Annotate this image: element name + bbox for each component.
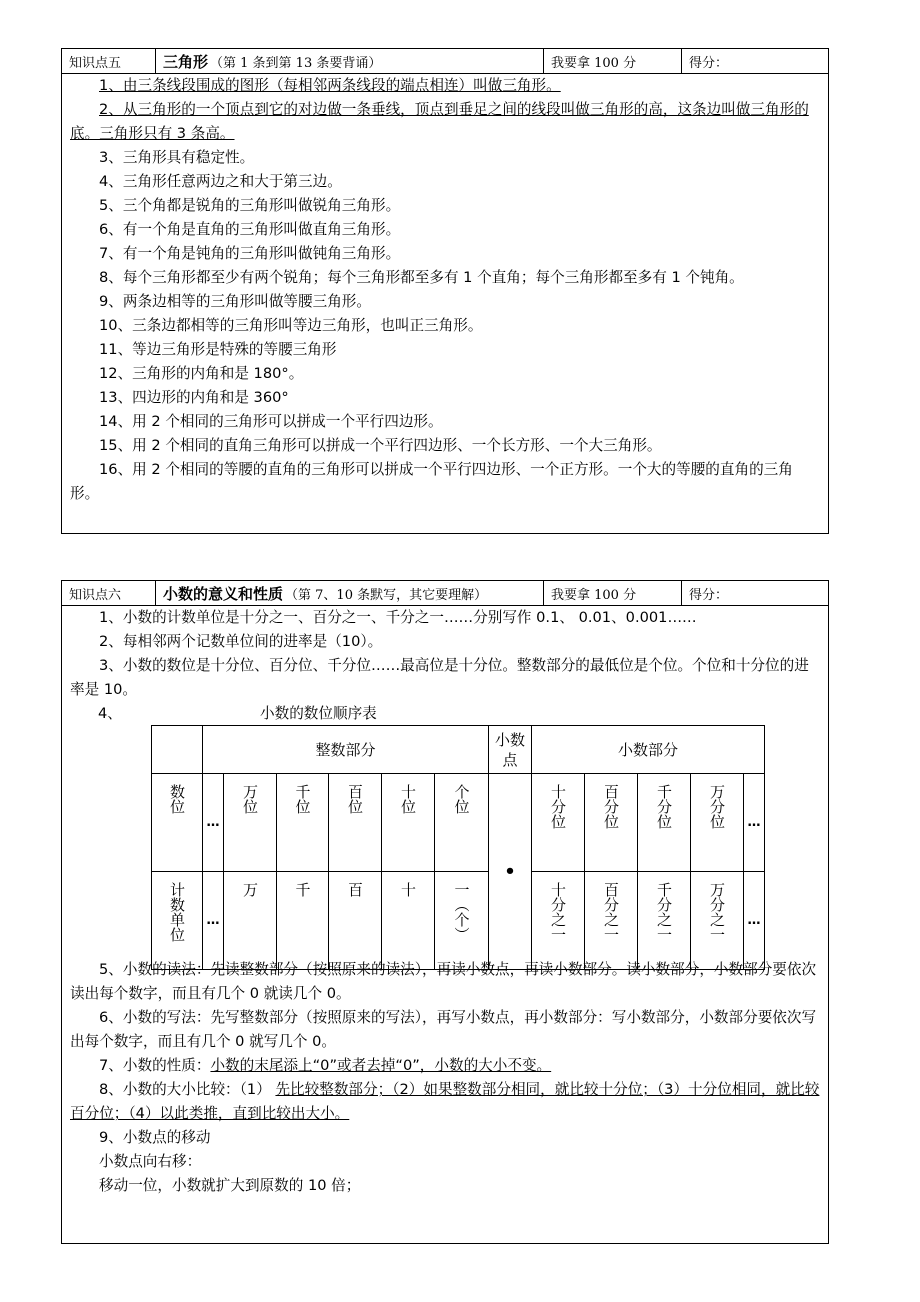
section6-item-4-number: 4、: [98, 705, 122, 722]
row-label-units: [152, 872, 203, 970]
ellipsis-left-units: …: [203, 872, 224, 970]
decimal-place-table-block: [70, 702, 820, 958]
decimal-table-title: 小数的数位顺序表: [260, 705, 377, 722]
place-ge: [435, 774, 489, 872]
place-bai: [329, 774, 382, 872]
unit-wan-text: 万: [241, 882, 259, 897]
decimal-point-cell: •: [489, 774, 532, 970]
section5-box: [61, 48, 829, 534]
unit-ge-text: 一（个）: [452, 882, 471, 942]
section5-label: 知识点五: [62, 49, 156, 73]
unit-shi-text: 十: [399, 882, 417, 897]
unit-wan: [224, 872, 277, 970]
section6-goal: 我要拿 100 分: [544, 581, 682, 605]
decimal-point-header: [489, 726, 532, 774]
section5-body: [62, 74, 828, 506]
section5-item-9: 9、两条边相等的三角形叫做等腰三角形。: [99, 293, 371, 310]
section6-item-8-rule: 先比较整数部分；（2）如果整数部分相同，就比较十分位；（3）十分位相同，就比较百分位；（4）以此类推，直到比较出大小。: [70, 1081, 820, 1122]
section5-item-6: 6、有一个角是直角的三角形叫做直角三角形。: [99, 221, 401, 238]
unit-bai: [329, 872, 382, 970]
unit-shi: [382, 872, 435, 970]
section6-item-7: [70, 1054, 820, 1078]
place-ge-text: 个位: [452, 784, 471, 814]
unit-tenths-text: 十分之一: [549, 882, 567, 942]
section5-note: （第 1 条到第 13 条要背诵）: [210, 55, 382, 71]
row-label-units-text: 计数单位: [168, 882, 186, 942]
place-bai-text: 百位: [346, 784, 364, 814]
section5-item-11: 11、等边三角形是特殊的等腰三角形: [99, 341, 337, 358]
place-qian-text: 千位: [293, 784, 312, 814]
section6-item-3: 3、小数的数位是十分位、百分位、千分位……最高位是十分位。整数部分的最低位是个位。个位和十分位的进率是 10。: [70, 657, 809, 698]
section6-item-6: 6、小数的写法：先写整数部分（按照原来的写法），再写小数点，再小数部分：写小数部分，小数部分要依次写出每个数字，而且有几个 0 就写几个 0。: [70, 1009, 817, 1050]
unit-tenths: [532, 872, 585, 970]
ellipsis-right: …: [744, 774, 765, 872]
place-thousandths: [638, 774, 691, 872]
section6-score: 得分：: [689, 587, 729, 603]
unit-qian-text: 千: [293, 882, 312, 897]
section6-note: （第 7、10 条默写，其它要理解）: [285, 587, 488, 603]
decimal-place-table: [151, 725, 765, 970]
section5-header: [62, 49, 828, 74]
place-hundredths: [585, 774, 638, 872]
section5-item-14: 14、用 2 个相同的三角形可以拼成一个平行四边形。: [99, 413, 443, 430]
section6-item-5: 5、小数的读法：先读整数部分（按照原来的读法），再读小数点，再读小数部分。读小数部分，小数部分要依次读出每个数字，而且有几个 0 就读几个 0。: [70, 961, 817, 1002]
section5-score: 得分：: [689, 55, 729, 71]
place-qian: [277, 774, 329, 872]
section5-item-7: 7、有一个角是钝角的三角形叫做钝角三角形。: [99, 245, 401, 262]
section6-item-8-lead: 8、小数的大小比较：（1）: [99, 1081, 276, 1098]
section6-item-7-rule: 小数的末尾添上“0”或者去掉“0”，小数的大小不变。: [210, 1057, 552, 1074]
section6-item-7-lead: 7、小数的性质：: [99, 1057, 211, 1074]
place-shi: [382, 774, 435, 872]
unit-ge: [435, 872, 489, 970]
row-label-places-text: 数位: [168, 784, 186, 814]
row-label-places: [152, 774, 203, 872]
section6-title: 小数的意义和性质: [163, 584, 284, 603]
ellipsis-right-units: …: [744, 872, 765, 970]
unit-qian: [277, 872, 329, 970]
place-ten-thousandths-text: 万分位: [708, 784, 726, 829]
section6-body: [62, 606, 828, 1198]
section5-title: 三角形: [163, 52, 209, 71]
section5-item-16: 16、用 2 个相同的等腰的直角的三角形可以拼成一个平行四边形、一个正方形。一个大的等腰的直角的三角形。: [70, 461, 793, 502]
integer-part-header: 整数部分: [203, 726, 489, 774]
ellipsis-left: …: [203, 774, 224, 872]
section5-item-4: 4、三角形任意两边之和大于第三边。: [99, 173, 342, 190]
section6-item-9: 9、小数点的移动: [99, 1129, 211, 1146]
unit-bai-text: 百: [346, 882, 364, 897]
decimal-part-header: 小数部分: [532, 726, 765, 774]
section6-box: [61, 580, 829, 1244]
section5-item-1: 1、由三条线段围成的图形（每相邻两条线段的端点相连）叫做三角形。: [99, 77, 561, 94]
section5-item-12: 12、三角形的内角和是 180°。: [99, 365, 304, 382]
section5-title-cell: [156, 49, 544, 73]
section6-header: [62, 581, 828, 606]
unit-ten-thousandths: [691, 872, 744, 970]
unit-ten-thousandths-text: 万分之一: [708, 882, 726, 942]
place-ten-thousandths: [691, 774, 744, 872]
place-thousandths-text: 千分位: [655, 784, 673, 829]
section5-item-10: 10、三条边都相等的三角形叫等边三角形，也叫正三角形。: [99, 317, 483, 334]
section6-item-1: 1、小数的计数单位是十分之一、百分之一、千分之一……分别写作 0.1、 0.01、0.001……: [99, 609, 697, 626]
section5-item-5: 5、三个角都是锐角的三角形叫做锐角三角形。: [99, 197, 401, 214]
section5-item-15: 15、用 2 个相同的直角三角形可以拼成一个平行四边形、一个长方形、一个大三角形。: [99, 437, 662, 454]
place-shi-text: 十位: [399, 784, 417, 814]
place-wan: [224, 774, 277, 872]
unit-thousandths: [638, 872, 691, 970]
section6-item-8: [70, 1078, 820, 1126]
section6-item-9-sub: 小数点向右移：: [99, 1153, 202, 1170]
section6-label: 知识点六: [62, 581, 156, 605]
section6-title-cell: [156, 581, 544, 605]
place-tenths: [532, 774, 585, 872]
unit-hundredths-text: 百分之一: [602, 882, 620, 942]
decimal-point-header-text: 小数点: [495, 730, 526, 769]
section6-item-2: 2、每相邻两个记数单位间的进率是（10）。: [99, 633, 383, 650]
table-corner: [152, 726, 203, 774]
place-wan-text: 万位: [241, 784, 259, 814]
section6-item-9-line: 移动一位，小数就扩大到原数的 10 倍；: [99, 1177, 361, 1194]
section5-item-13: 13、四边形的内角和是 360°: [99, 389, 289, 406]
unit-hundredths: [585, 872, 638, 970]
section5-item-8: 8、每个三角形都至少有两个锐角；每个三角形都至多有 1 个直角；每个三角形都至多有 1 个钝角。: [99, 269, 744, 286]
section5-item-3: 3、三角形具有稳定性。: [99, 149, 255, 166]
place-hundredths-text: 百分位: [602, 784, 620, 829]
place-tenths-text: 十分位: [549, 784, 567, 829]
section5-item-2: 2、从三角形的一个顶点到它的对边做一条垂线，顶点到垂足之间的线段叫做三角形的高，这条边叫做三角形的底。三角形只有 3 条高。: [70, 101, 809, 142]
section5-goal: 我要拿 100 分: [544, 49, 682, 73]
unit-thousandths-text: 千分之一: [655, 882, 673, 942]
